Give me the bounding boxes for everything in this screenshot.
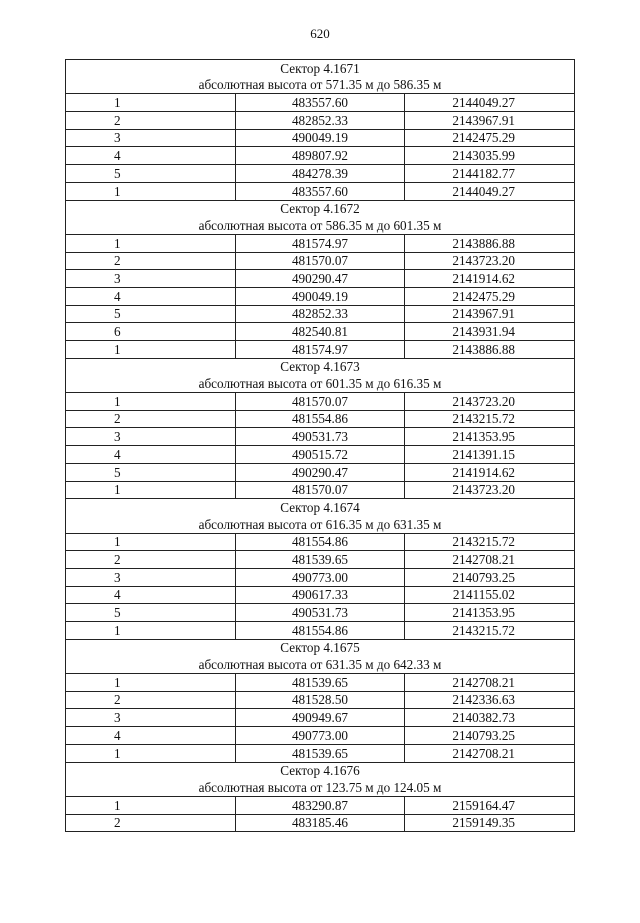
x-coordinate-cell: 483290.87 [235,796,405,814]
x-coordinate-cell: 490531.73 [235,604,405,622]
y-coordinate-cell: 2140793.25 [405,568,575,586]
y-coordinate-cell: 2141155.02 [405,586,575,604]
coordinates-table [65,59,575,832]
point-number-cell: 1 [66,234,236,252]
x-coordinate-cell: 481539.65 [235,674,405,692]
point-number-cell: 3 [66,568,236,586]
point-number-cell: 1 [66,796,236,814]
point-number-cell: 4 [66,727,236,745]
table-row [66,129,575,147]
point-number-cell: 1 [66,744,236,762]
x-coordinate-cell: 481570.07 [235,252,405,270]
x-coordinate-cell: 490531.73 [235,428,405,446]
y-coordinate-cell: 2143886.88 [405,234,575,252]
x-coordinate-cell: 481554.86 [235,410,405,428]
y-coordinate-cell: 2143967.91 [405,112,575,130]
point-number-cell: 5 [66,604,236,622]
y-coordinate-cell: 2143723.20 [405,393,575,411]
sector-altitude: абсолютная высота от 631.35 м до 642.33 м [66,656,575,673]
x-coordinate-cell: 482852.33 [235,305,405,323]
sector-altitude-row [66,779,575,796]
table-row [66,165,575,183]
x-coordinate-cell: 482540.81 [235,323,405,341]
table-row [66,410,575,428]
x-coordinate-cell: 490773.00 [235,727,405,745]
sector-altitude: абсолютная высота от 616.35 м до 631.35 м [66,516,575,533]
sector-title: Сектор 4.1675 [66,639,575,656]
table-row [66,305,575,323]
table-row [66,147,575,165]
table-row [66,270,575,288]
y-coordinate-cell: 2143215.72 [405,533,575,551]
y-coordinate-cell: 2143215.72 [405,622,575,640]
point-number-cell: 2 [66,691,236,709]
table-row [66,341,575,359]
sector-title-row [66,499,575,516]
point-number-cell: 2 [66,112,236,130]
point-number-cell: 3 [66,270,236,288]
coordinates-table-body [66,60,575,832]
y-coordinate-cell: 2141353.95 [405,604,575,622]
y-coordinate-cell: 2142475.29 [405,129,575,147]
point-number-cell: 1 [66,481,236,499]
sector-title-row [66,60,575,77]
y-coordinate-cell: 2141914.62 [405,463,575,481]
y-coordinate-cell: 2141914.62 [405,270,575,288]
x-coordinate-cell: 481554.86 [235,533,405,551]
y-coordinate-cell: 2143886.88 [405,341,575,359]
table-row [66,182,575,200]
table-row [66,428,575,446]
sector-title: Сектор 4.1671 [66,60,575,77]
x-coordinate-cell: 481574.97 [235,341,405,359]
y-coordinate-cell: 2142475.29 [405,287,575,305]
point-number-cell: 5 [66,305,236,323]
point-number-cell: 5 [66,165,236,183]
point-number-cell: 2 [66,551,236,569]
sector-title: Сектор 4.1674 [66,499,575,516]
x-coordinate-cell: 481539.65 [235,744,405,762]
table-row [66,481,575,499]
table-row [66,691,575,709]
table-row [66,533,575,551]
point-number-cell: 1 [66,94,236,112]
table-row [66,744,575,762]
point-number-cell: 5 [66,463,236,481]
y-coordinate-cell: 2140382.73 [405,709,575,727]
x-coordinate-cell: 490290.47 [235,463,405,481]
table-row [66,446,575,464]
y-coordinate-cell: 2143967.91 [405,305,575,323]
x-coordinate-cell: 481570.07 [235,393,405,411]
table-row [66,622,575,640]
y-coordinate-cell: 2159149.35 [405,814,575,832]
x-coordinate-cell: 481554.86 [235,622,405,640]
y-coordinate-cell: 2142336.63 [405,691,575,709]
sector-title-row [66,639,575,656]
table-row [66,252,575,270]
sector-title-row [66,358,575,375]
table-row [66,727,575,745]
table-row [66,709,575,727]
point-number-cell: 2 [66,410,236,428]
sector-title: Сектор 4.1676 [66,762,575,779]
point-number-cell: 4 [66,287,236,305]
x-coordinate-cell: 490617.33 [235,586,405,604]
table-row [66,463,575,481]
table-row [66,796,575,814]
y-coordinate-cell: 2143035.99 [405,147,575,165]
x-coordinate-cell: 489807.92 [235,147,405,165]
x-coordinate-cell: 483557.60 [235,94,405,112]
x-coordinate-cell: 482852.33 [235,112,405,130]
table-row [66,586,575,604]
y-coordinate-cell: 2142708.21 [405,674,575,692]
x-coordinate-cell: 483557.60 [235,182,405,200]
x-coordinate-cell: 481570.07 [235,481,405,499]
point-number-cell: 3 [66,709,236,727]
y-coordinate-cell: 2143931.94 [405,323,575,341]
y-coordinate-cell: 2143215.72 [405,410,575,428]
y-coordinate-cell: 2141353.95 [405,428,575,446]
table-row [66,551,575,569]
x-coordinate-cell: 481574.97 [235,234,405,252]
point-number-cell: 4 [66,446,236,464]
point-number-cell: 1 [66,341,236,359]
sector-altitude-row [66,375,575,392]
sector-title: Сектор 4.1672 [66,200,575,217]
sector-title: Сектор 4.1673 [66,358,575,375]
point-number-cell: 4 [66,147,236,165]
point-number-cell: 6 [66,323,236,341]
sector-altitude-row [66,516,575,533]
point-number-cell: 1 [66,622,236,640]
sector-altitude: абсолютная высота от 571.35 м до 586.35 м [66,77,575,94]
y-coordinate-cell: 2142708.21 [405,744,575,762]
x-coordinate-cell: 484278.39 [235,165,405,183]
sector-altitude-row [66,217,575,234]
point-number-cell: 3 [66,428,236,446]
x-coordinate-cell: 483185.46 [235,814,405,832]
x-coordinate-cell: 490515.72 [235,446,405,464]
sector-title-row [66,200,575,217]
sector-altitude: абсолютная высота от 601.35 м до 616.35 м [66,375,575,392]
x-coordinate-cell: 481528.50 [235,691,405,709]
table-row [66,323,575,341]
table-row [66,112,575,130]
table-row [66,94,575,112]
x-coordinate-cell: 490049.19 [235,287,405,305]
y-coordinate-cell: 2144049.27 [405,182,575,200]
table-row [66,568,575,586]
table-row [66,287,575,305]
y-coordinate-cell: 2144049.27 [405,94,575,112]
point-number-cell: 1 [66,182,236,200]
point-number-cell: 4 [66,586,236,604]
y-coordinate-cell: 2143723.20 [405,481,575,499]
point-number-cell: 2 [66,814,236,832]
point-number-cell: 1 [66,533,236,551]
sector-altitude-row [66,656,575,673]
y-coordinate-cell: 2140793.25 [405,727,575,745]
table-row [66,814,575,832]
table-row [66,393,575,411]
point-number-cell: 1 [66,674,236,692]
sector-altitude: абсолютная высота от 123.75 м до 124.05 м [66,779,575,796]
x-coordinate-cell: 490290.47 [235,270,405,288]
table-row [66,234,575,252]
y-coordinate-cell: 2141391.15 [405,446,575,464]
point-number-cell: 2 [66,252,236,270]
x-coordinate-cell: 490773.00 [235,568,405,586]
y-coordinate-cell: 2142708.21 [405,551,575,569]
y-coordinate-cell: 2159164.47 [405,796,575,814]
table-row [66,674,575,692]
x-coordinate-cell: 490949.67 [235,709,405,727]
x-coordinate-cell: 490049.19 [235,129,405,147]
sector-altitude-row [66,77,575,94]
y-coordinate-cell: 2143723.20 [405,252,575,270]
sector-altitude: абсолютная высота от 586.35 м до 601.35 м [66,217,575,234]
point-number-cell: 3 [66,129,236,147]
sector-title-row [66,762,575,779]
y-coordinate-cell: 2144182.77 [405,165,575,183]
table-row [66,604,575,622]
x-coordinate-cell: 481539.65 [235,551,405,569]
page-number: 620 [310,26,330,41]
point-number-cell: 1 [66,393,236,411]
